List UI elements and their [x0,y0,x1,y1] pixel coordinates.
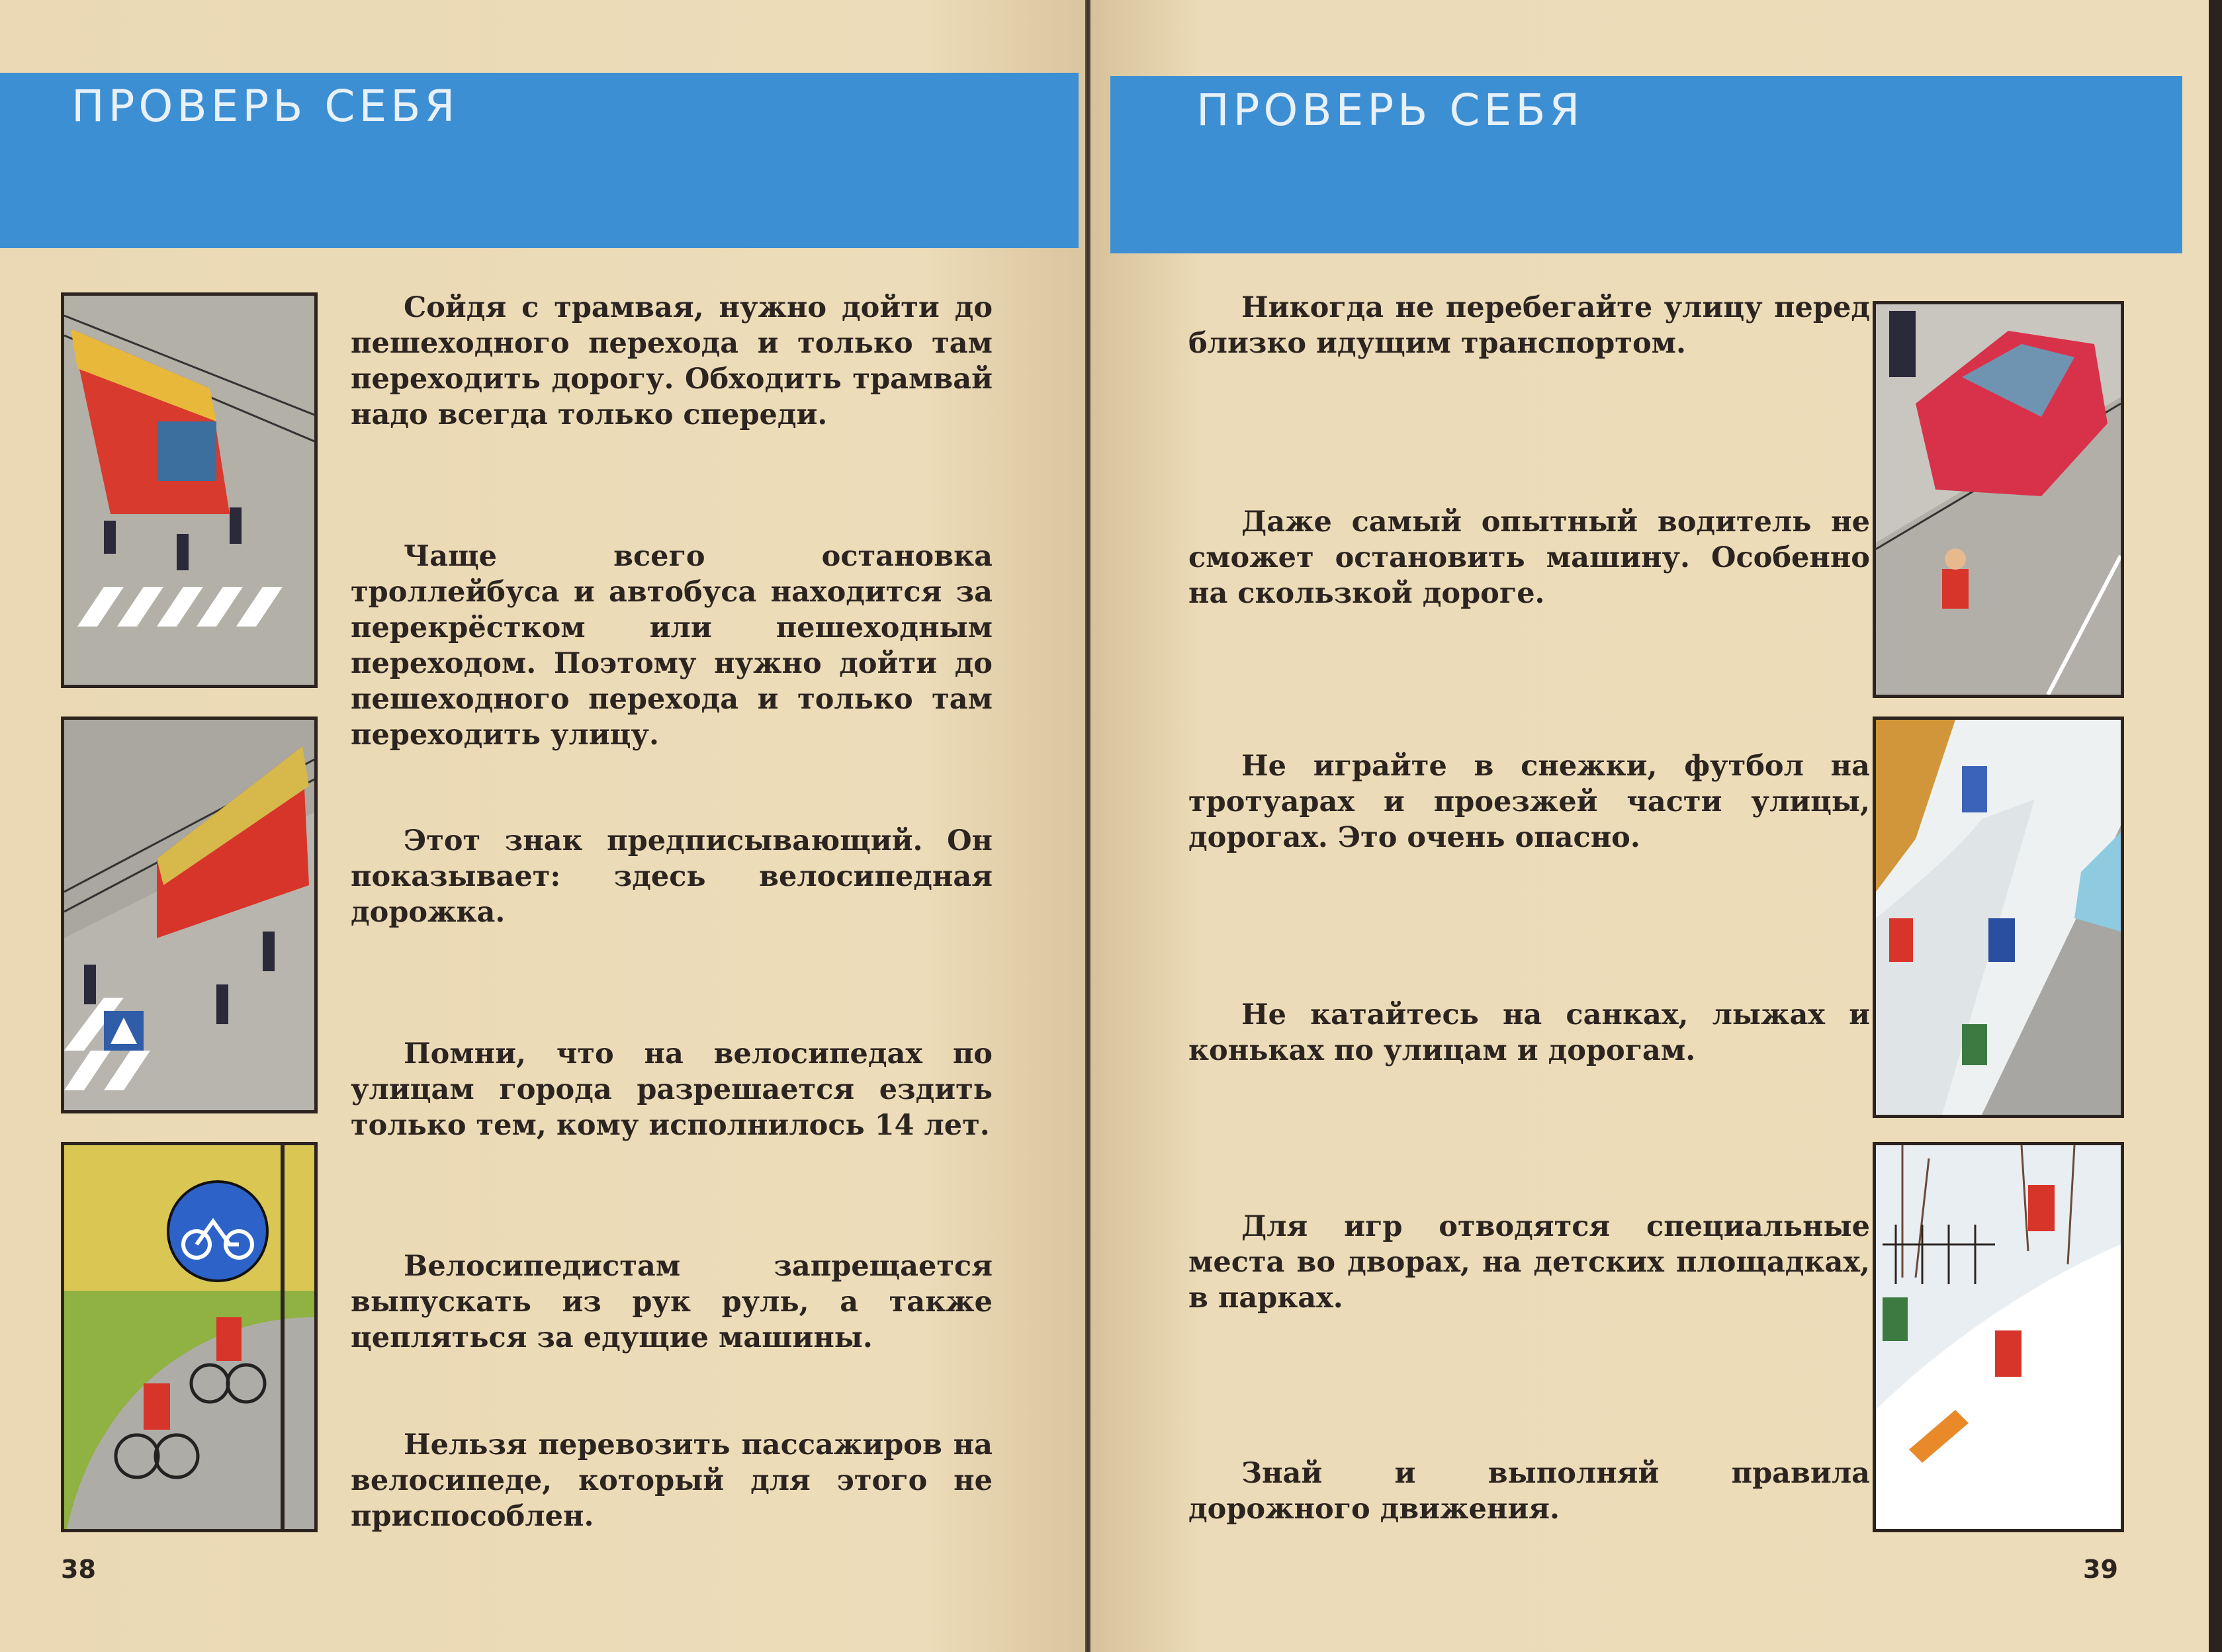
right-page [1090,0,2209,1652]
paragraph-no-sledding: Не катайтесь на санках, лыжах и коньках по улицам и дорогам. [1188,998,1870,1067]
paragraph-bicycle-sign: Этот знак предписывающий. Он показывает: здесь велосипедная дорожка. [351,824,993,929]
page-number: 38 [61,1555,96,1584]
trolleybus-stop-illustration [61,717,318,1113]
paragraph-trolleybus-stop: Чаще всего остановка троллейбуса и автобуса находится за перекрёстком или пешеходным переходом. Поэтому нужно дойти до пешеходного перехода и только там переходить улицу. [351,540,993,752]
paragraph-passengers: Нельзя перевозить пассажиров на велосипеде, который для этого не приспособлен. [351,1428,993,1533]
paragraph-know-rules: Знай и выполняй правила дорожного движения. [1188,1457,1870,1526]
paragraph-tram: Сойдя с трамвая, нужно дойти до пешеходного перехода и только там переходить дорогу. Обходить трамвай надо всегда только спереди. [351,291,993,431]
car-running-child-illustration [1873,301,2124,698]
paragraph-cycling-age: Помни, что на велосипедах по улицам города разрешается ездить только тем, кому исполнилось 14 лет. [351,1037,993,1142]
snowball-play-illustration [1873,717,2124,1118]
bicycle-path-illustration [61,1142,318,1532]
paragraph-slippery-road: Даже самый опытный водитель не сможет остановить машину. Особенно на скользкой дороге. [1188,505,1870,610]
paragraph-cyclist-rules: Велосипедистам запрещается выпускать из рук руль, а также цепляться за едущие машины. [351,1250,993,1354]
tram-crossing-illustration [61,292,318,688]
left-page [0,0,1085,1652]
paragraph-no-games-on-road: Не играйте в снежки, футбол на тротуарах и проезжей части улицы, дорогах. Это очень опасно. [1188,750,1870,854]
paragraph-play-areas: Для игр отводятся специальные места во дворах, на детских площадках, в парках. [1188,1210,1870,1315]
paragraph-dont-run: Никогда не перебегайте улицу перед близко идущим транспортом. [1188,291,1870,360]
sledding-park-illustration [1873,1142,2124,1532]
page-number: 39 [2083,1555,2118,1584]
page-title: ПРОВЕРЬ СЕБЯ [1196,85,1584,136]
page-title: ПРОВЕРЬ СЕБЯ [71,81,459,132]
